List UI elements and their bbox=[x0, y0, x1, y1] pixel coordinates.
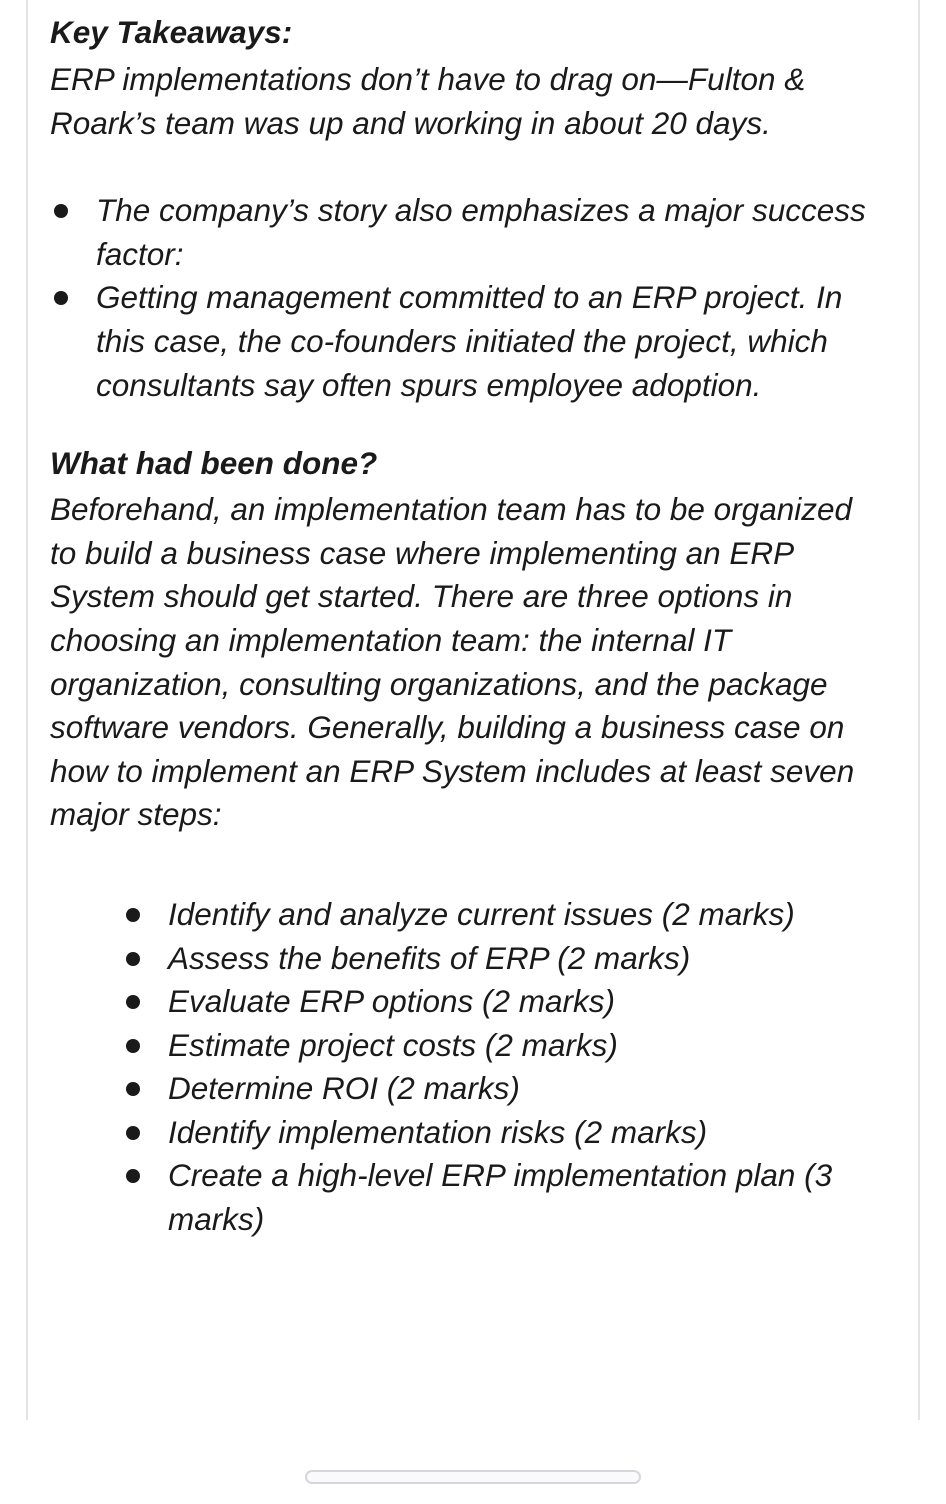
bullet-icon bbox=[126, 1169, 140, 1183]
step-text: Identify and analyze current issues (2 marks) bbox=[168, 895, 795, 932]
list-item bbox=[122, 1024, 870, 1068]
list-item bbox=[50, 276, 870, 407]
bullet-icon bbox=[54, 291, 68, 305]
bullet-icon bbox=[126, 1039, 140, 1053]
what-done-heading: What had been done? bbox=[50, 445, 378, 482]
key-takeaways-intro: ERP implementations don’t have to drag on—Fulton & Roark’s team was up and working in about 20 days. bbox=[50, 61, 806, 141]
what-done-body: Beforehand, an implementation team has to be organized to build a business case where implementing an ERP System should get started. There are three options in choosing an implementation team: the internal IT organization, consulting organizations, and the package software vendors. Generally, building a business case on how to implement an ERP System includes at least seven major steps: bbox=[50, 491, 855, 833]
bullet-icon bbox=[126, 1126, 140, 1140]
list-item bbox=[122, 1111, 870, 1155]
list-item bbox=[122, 1154, 870, 1241]
takeaway-text: The company’s story also emphasizes a major success factor: bbox=[96, 192, 866, 272]
bullet-icon bbox=[126, 908, 140, 922]
takeaway-list bbox=[50, 189, 870, 407]
step-text: Estimate project costs (2 marks) bbox=[168, 1026, 618, 1063]
step-text: Identify implementation risks (2 marks) bbox=[168, 1113, 708, 1150]
bullet-icon bbox=[126, 995, 140, 1009]
bullet-icon bbox=[126, 952, 140, 966]
list-item bbox=[122, 1067, 870, 1111]
bullet-icon bbox=[54, 204, 68, 218]
key-takeaways-heading: Key Takeaways: bbox=[50, 14, 293, 50]
document-body bbox=[50, 10, 870, 1242]
home-indicator[interactable] bbox=[305, 1470, 641, 1484]
steps-list bbox=[50, 893, 870, 1242]
list-item bbox=[122, 980, 870, 1024]
step-text: Assess the benefits of ERP (2 marks) bbox=[168, 939, 691, 976]
bullet-icon bbox=[126, 1082, 140, 1096]
list-item bbox=[50, 189, 870, 276]
list-item bbox=[122, 893, 870, 937]
step-text: Determine ROI (2 marks) bbox=[168, 1070, 520, 1107]
list-item bbox=[122, 937, 870, 981]
takeaway-text: Getting management committed to an ERP project. In this case, the co-founders initiated the project, which consultants say often spurs employee adoption. bbox=[96, 279, 843, 403]
step-text: Create a high-level ERP implementation plan (3 marks) bbox=[168, 1157, 833, 1238]
step-text: Evaluate ERP options (2 marks) bbox=[168, 983, 616, 1020]
